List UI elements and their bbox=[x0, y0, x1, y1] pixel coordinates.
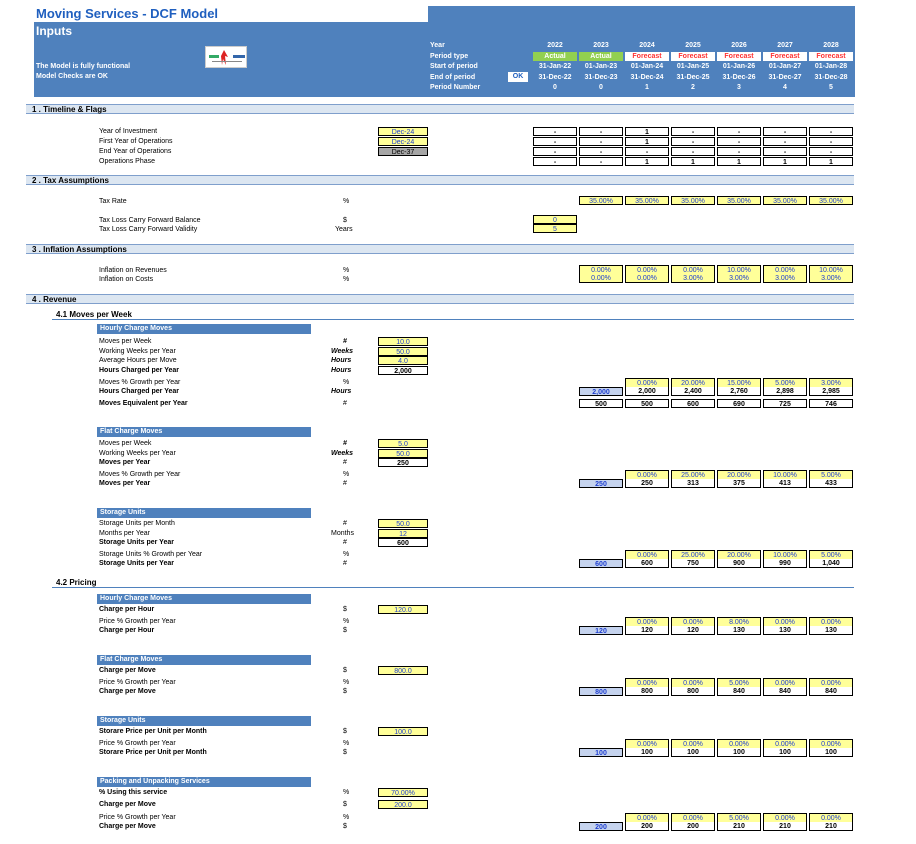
growth-input[interactable]: 25.00% bbox=[671, 550, 715, 559]
value-cell: 725 bbox=[763, 399, 807, 408]
flag-cell: - bbox=[579, 127, 623, 136]
calc-cell: 600 bbox=[378, 538, 428, 547]
inflation-cost-input[interactable]: 0.00% bbox=[579, 274, 623, 283]
inflation-rev-input[interactable]: 10.00% bbox=[717, 265, 761, 274]
input-cell[interactable]: 120.0 bbox=[378, 605, 428, 614]
row-unit: $ bbox=[343, 749, 347, 756]
row-unit: % bbox=[343, 740, 350, 747]
value-cell: 2,985 bbox=[809, 387, 853, 396]
value-cell: 210 bbox=[809, 822, 853, 831]
row-label: Months per Year bbox=[99, 529, 150, 537]
value-cell: 746 bbox=[809, 399, 853, 408]
row-unit: % bbox=[343, 789, 350, 796]
timeline-label: Period Number bbox=[430, 84, 481, 91]
timeline-num: 2 bbox=[691, 84, 695, 91]
growth-input[interactable]: 0.00% bbox=[809, 678, 853, 687]
block-header: Flat Charge Moves bbox=[97, 427, 311, 437]
value-cell: 800 bbox=[625, 687, 669, 696]
timeline-label: Start of period bbox=[430, 63, 478, 70]
value-cell: 750 bbox=[671, 559, 715, 568]
base-cell: 250 bbox=[579, 479, 623, 488]
value-cell: 900 bbox=[717, 559, 761, 568]
timeline-year: 2027 bbox=[777, 42, 793, 49]
row-unit: # bbox=[343, 338, 347, 345]
row-unit: % bbox=[343, 471, 350, 478]
growth-input[interactable]: 0.00% bbox=[671, 813, 715, 822]
growth-input[interactable]: 8.00% bbox=[717, 617, 761, 626]
timeline-start: 01-Jan-27 bbox=[768, 63, 802, 70]
row-label: Storage Units per Year bbox=[99, 539, 174, 546]
tlcf-input[interactable]: 0 bbox=[533, 215, 577, 224]
timeline-year: 2023 bbox=[593, 42, 609, 49]
flag-cell: - bbox=[533, 137, 577, 146]
growth-input[interactable]: 5.00% bbox=[763, 378, 807, 387]
timeline-num: 4 bbox=[783, 84, 787, 91]
flag-cell: - bbox=[671, 147, 715, 156]
row-unit: % bbox=[343, 618, 350, 625]
row-unit: $ bbox=[343, 728, 347, 735]
input-cell[interactable]: 50.0 bbox=[378, 519, 428, 528]
inflation-cost-input[interactable]: 3.00% bbox=[717, 274, 761, 283]
row-unit: # bbox=[343, 520, 347, 527]
input-cell[interactable]: 12 bbox=[378, 529, 428, 538]
timeline-end: 31-Dec-27 bbox=[768, 73, 802, 81]
growth-input[interactable]: 0.00% bbox=[625, 617, 669, 626]
row-label: Moves per Year bbox=[99, 459, 151, 466]
flag-cell: - bbox=[763, 137, 807, 146]
flag-cell: - bbox=[763, 127, 807, 136]
flag-cell: - bbox=[579, 137, 623, 146]
growth-input[interactable]: 0.00% bbox=[671, 739, 715, 748]
input-cell[interactable]: 70.00% bbox=[378, 788, 428, 797]
value-cell: 210 bbox=[717, 822, 761, 831]
timeline-end: 31-Dec-25 bbox=[676, 73, 710, 81]
page-subtitle: Inputs bbox=[36, 24, 72, 38]
row-unit: Hours bbox=[331, 388, 352, 395]
row-unit: # bbox=[343, 560, 347, 567]
section-title: 4 . Revenue bbox=[32, 295, 77, 304]
row-label: Moves % Growth per Year bbox=[99, 471, 181, 478]
section-title: 1 . Timeline & Flags bbox=[32, 105, 107, 114]
row-label: Charge per Hour bbox=[99, 606, 155, 613]
flag-cell: 1 bbox=[625, 137, 669, 146]
row-unit: $ bbox=[343, 823, 347, 830]
calc-cell: 2,000 bbox=[378, 366, 428, 375]
row-label: Working Weeks per Year bbox=[99, 449, 176, 457]
base-cell: 200 bbox=[579, 822, 623, 831]
growth-input[interactable]: 15.00% bbox=[717, 378, 761, 387]
base-cell: 500 bbox=[579, 399, 623, 408]
value-cell: 100 bbox=[625, 748, 669, 757]
flag-cell: - bbox=[763, 147, 807, 156]
row-label: Moves % Growth per Year bbox=[99, 379, 181, 386]
timeline-num: 3 bbox=[737, 84, 741, 91]
growth-input[interactable]: 0.00% bbox=[809, 617, 853, 626]
inflation-rev-label: Inflation on Revenues bbox=[99, 267, 167, 274]
sub-moves-bar bbox=[52, 310, 854, 320]
value-cell: 200 bbox=[625, 822, 669, 831]
flag-cell: - bbox=[579, 157, 623, 166]
growth-input[interactable]: 0.00% bbox=[625, 550, 669, 559]
inflation-cost-input[interactable]: 3.00% bbox=[809, 274, 853, 283]
growth-input[interactable]: 5.00% bbox=[717, 678, 761, 687]
value-cell: 100 bbox=[763, 748, 807, 757]
tlcf-label: Tax Loss Carry Forward Balance bbox=[99, 217, 201, 224]
value-cell: 500 bbox=[625, 399, 669, 408]
growth-input[interactable]: 10.00% bbox=[763, 550, 807, 559]
value-cell: 100 bbox=[671, 748, 715, 757]
flag-cell: - bbox=[625, 147, 669, 156]
timeline-num: 0 bbox=[599, 84, 603, 91]
timeline-type: Actual bbox=[579, 52, 623, 61]
input-cell[interactable]: 100.0 bbox=[378, 727, 428, 736]
tax-rate-input[interactable]: 35.00% bbox=[717, 196, 761, 205]
calc-cell: 250 bbox=[378, 458, 428, 467]
logo-icon bbox=[206, 47, 248, 69]
inflation-rev-input[interactable]: 0.00% bbox=[763, 265, 807, 274]
inflation-cost-input[interactable]: 3.00% bbox=[671, 274, 715, 283]
flag-cell: 1 bbox=[625, 157, 669, 166]
timeline-type: Forecast bbox=[671, 52, 715, 61]
growth-input[interactable]: 0.00% bbox=[763, 678, 807, 687]
value-cell: 800 bbox=[671, 687, 715, 696]
tlv-label: Tax Loss Carry Forward Validity bbox=[99, 226, 198, 233]
flag-row-label: End Year of Operations bbox=[99, 148, 172, 155]
row-label: Price % Growth per Year bbox=[99, 679, 176, 686]
flag-cell: - bbox=[671, 137, 715, 146]
row-label: Storage Units per Month bbox=[99, 520, 175, 527]
growth-input[interactable]: 20.00% bbox=[671, 378, 715, 387]
flag-cell: - bbox=[717, 147, 761, 156]
flag-input[interactable]: Dec-24 bbox=[378, 137, 428, 146]
timeline-num: 1 bbox=[645, 84, 649, 91]
flag-cell: 1 bbox=[809, 157, 853, 166]
flag-cell: - bbox=[579, 147, 623, 156]
row-unit: Weeks bbox=[331, 347, 354, 355]
header-band-right bbox=[428, 6, 855, 22]
timeline-type: Forecast bbox=[763, 52, 807, 61]
row-label: Storare Price per Unit per Month bbox=[99, 749, 207, 756]
flag-cell: 1 bbox=[625, 127, 669, 136]
row-label: Storage Units per Year bbox=[99, 560, 174, 567]
value-cell: 100 bbox=[717, 748, 761, 757]
company-logo bbox=[205, 46, 247, 68]
timeline-start: 31-Jan-22 bbox=[538, 63, 572, 70]
value-cell: 200 bbox=[671, 822, 715, 831]
flag-cell: 1 bbox=[717, 157, 761, 166]
timeline-end: 31-Dec-26 bbox=[722, 73, 756, 81]
growth-input[interactable]: 5.00% bbox=[717, 813, 761, 822]
timeline-label: Period type bbox=[430, 52, 469, 60]
growth-input[interactable]: 0.00% bbox=[763, 813, 807, 822]
value-cell: 600 bbox=[625, 559, 669, 568]
row-label: Charge per Move bbox=[99, 688, 156, 695]
growth-input[interactable]: 0.00% bbox=[763, 739, 807, 748]
value-cell: 2,400 bbox=[671, 387, 715, 396]
row-label: Charge per Hour bbox=[99, 627, 155, 634]
section-title: 3 . Inflation Assumptions bbox=[32, 245, 127, 254]
timeline-label: End of period bbox=[430, 73, 476, 81]
inflation-cost-unit: % bbox=[343, 276, 350, 283]
row-unit: # bbox=[343, 480, 347, 487]
row-label: Moves per Week bbox=[99, 338, 152, 345]
page-title: Moving Services - DCF Model bbox=[36, 6, 219, 21]
flag-input[interactable]: Dec-24 bbox=[378, 127, 428, 136]
row-label: Moves per Year bbox=[99, 480, 151, 487]
row-unit: Hours bbox=[331, 357, 352, 364]
timeline-type: Actual bbox=[533, 52, 577, 61]
row-label: Hours Charged per Year bbox=[99, 388, 180, 395]
row-unit: % bbox=[343, 551, 350, 558]
timeline-year: 2025 bbox=[685, 42, 701, 49]
value-cell: 433 bbox=[809, 479, 853, 488]
flag-cell: - bbox=[809, 137, 853, 146]
row-unit: % bbox=[343, 814, 350, 821]
value-cell: 413 bbox=[763, 479, 807, 488]
flag-cell: 1 bbox=[763, 157, 807, 166]
inflation-cost-input[interactable]: 3.00% bbox=[763, 274, 807, 283]
row-label: Price % Growth per Year bbox=[99, 740, 176, 747]
growth-input[interactable]: 5.00% bbox=[809, 470, 853, 479]
block-header: Hourly Charge Moves bbox=[97, 594, 311, 604]
block-header: Flat Charge Moves bbox=[97, 655, 311, 665]
value-cell: 120 bbox=[671, 626, 715, 635]
value-cell: 250 bbox=[625, 479, 669, 488]
value-cell: 100 bbox=[809, 748, 853, 757]
tax-rate-input[interactable]: 35.00% bbox=[809, 196, 853, 205]
value-cell: 375 bbox=[717, 479, 761, 488]
growth-input[interactable]: 0.00% bbox=[625, 678, 669, 687]
base-cell: 100 bbox=[579, 748, 623, 757]
value-cell: 2,000 bbox=[625, 387, 669, 396]
row-label: Storare Price per Unit per Month bbox=[99, 728, 207, 735]
base-cell: 2,000 bbox=[579, 387, 623, 396]
row-unit: # bbox=[343, 400, 347, 407]
row-unit: Months bbox=[331, 529, 354, 537]
tax-rate-input[interactable]: 35.00% bbox=[671, 196, 715, 205]
section-title: 2 . Tax Assumptions bbox=[32, 176, 109, 185]
timeline-type: Forecast bbox=[717, 52, 761, 61]
input-cell[interactable]: 50.0 bbox=[378, 347, 428, 356]
flag-cell: 1 bbox=[671, 157, 715, 166]
tax-rate-input[interactable]: 35.00% bbox=[625, 196, 669, 205]
timeline-year: 2028 bbox=[823, 42, 839, 49]
timeline-start: 01-Jan-26 bbox=[722, 63, 756, 70]
row-unit: $ bbox=[343, 801, 347, 808]
inflation-rev-input[interactable]: 0.00% bbox=[579, 265, 623, 274]
input-cell[interactable]: 4.0 bbox=[378, 356, 428, 365]
row-unit: $ bbox=[343, 667, 347, 674]
timeline-type: Forecast bbox=[625, 52, 669, 61]
base-cell: 800 bbox=[579, 687, 623, 696]
tax-rate-input[interactable]: 35.00% bbox=[579, 196, 623, 205]
base-cell: 600 bbox=[579, 559, 623, 568]
timeline-end: 31-Dec-23 bbox=[584, 73, 618, 81]
input-cell[interactable]: 5.0 bbox=[378, 439, 428, 448]
growth-input[interactable]: 10.00% bbox=[763, 470, 807, 479]
row-label: Price % Growth per Year bbox=[99, 814, 176, 821]
block-header: Storage Units bbox=[97, 716, 311, 726]
ok-button[interactable]: OK bbox=[508, 72, 528, 82]
row-unit: $ bbox=[343, 627, 347, 634]
growth-input[interactable]: 20.00% bbox=[717, 470, 761, 479]
input-cell[interactable]: 200.0 bbox=[378, 800, 428, 809]
row-unit: # bbox=[343, 459, 347, 466]
block-header: Packing and Unpacking Services bbox=[97, 777, 311, 787]
row-label: Charge per Move bbox=[99, 667, 156, 674]
sub-pricing-title: 4.2 Pricing bbox=[56, 578, 97, 587]
value-cell: 210 bbox=[763, 822, 807, 831]
input-cell[interactable]: 800.0 bbox=[378, 666, 428, 675]
input-cell[interactable]: 10.0 bbox=[378, 337, 428, 346]
tlcf-unit: $ bbox=[343, 217, 347, 224]
growth-input[interactable]: 20.00% bbox=[717, 550, 761, 559]
row-label: Average Hours per Move bbox=[99, 357, 177, 364]
flag-row-label: Operations Phase bbox=[99, 158, 156, 165]
sub-moves-title: 4.1 Moves per Week bbox=[56, 310, 132, 319]
timeline-num: 0 bbox=[553, 84, 557, 91]
timeline-start: 01-Jan-23 bbox=[584, 63, 618, 70]
inflation-rev-unit: % bbox=[343, 267, 350, 274]
growth-input[interactable]: 0.00% bbox=[809, 813, 853, 822]
row-unit: % bbox=[343, 379, 350, 386]
flag-row-label: Year of Investment bbox=[99, 128, 158, 135]
tax-rate-label: Tax Rate bbox=[99, 198, 127, 205]
flag-cell: - bbox=[533, 157, 577, 166]
value-cell: 2,760 bbox=[717, 387, 761, 396]
growth-input[interactable]: 0.00% bbox=[671, 678, 715, 687]
value-cell: 1,040 bbox=[809, 559, 853, 568]
row-unit: Hours bbox=[331, 367, 352, 374]
timeline-year: 2024 bbox=[639, 42, 655, 49]
section-timeline-flags bbox=[26, 104, 854, 114]
row-label: Charge per Move bbox=[99, 801, 156, 808]
row-label: Storage Units % Growth per Year bbox=[99, 551, 203, 558]
growth-input[interactable]: 3.00% bbox=[809, 378, 853, 387]
row-label: Price % Growth per Year bbox=[99, 618, 176, 625]
value-cell: 600 bbox=[671, 399, 715, 408]
value-cell: 690 bbox=[717, 399, 761, 408]
timeline-year: 2026 bbox=[731, 42, 747, 49]
inflation-rev-input[interactable]: 0.00% bbox=[625, 265, 669, 274]
flag-cell: - bbox=[717, 127, 761, 136]
flag-cell: - bbox=[809, 127, 853, 136]
value-cell: 130 bbox=[763, 626, 807, 635]
tax-rate-input[interactable]: 35.00% bbox=[763, 196, 807, 205]
block-header: Hourly Charge Moves bbox=[97, 324, 311, 334]
value-cell: 2,898 bbox=[763, 387, 807, 396]
timeline-start: 01-Jan-24 bbox=[630, 63, 664, 70]
growth-input[interactable]: 0.00% bbox=[809, 739, 853, 748]
timeline-label: Year bbox=[430, 42, 445, 49]
section-revenue bbox=[26, 294, 854, 304]
growth-input[interactable]: 0.00% bbox=[625, 813, 669, 822]
flag-cell: - bbox=[717, 137, 761, 146]
timeline-year: 2022 bbox=[547, 42, 563, 49]
flag-cell: - bbox=[533, 127, 577, 136]
growth-input[interactable]: 0.00% bbox=[763, 617, 807, 626]
value-cell: 313 bbox=[671, 479, 715, 488]
growth-input[interactable]: 0.00% bbox=[625, 739, 669, 748]
flag-cell: - bbox=[671, 127, 715, 136]
section-tax bbox=[26, 175, 854, 185]
growth-input[interactable]: 0.00% bbox=[625, 470, 669, 479]
growth-input[interactable]: 0.00% bbox=[671, 617, 715, 626]
inflation-rev-input[interactable]: 10.00% bbox=[809, 265, 853, 274]
value-cell: 130 bbox=[809, 626, 853, 635]
model-checks: Model Checks are OK bbox=[36, 73, 108, 80]
timeline-end: 31-Dec-22 bbox=[538, 73, 572, 81]
row-label: Moves Equivalent per Year bbox=[99, 400, 188, 407]
value-cell: 120 bbox=[625, 626, 669, 635]
timeline-end: 31-Dec-24 bbox=[630, 73, 664, 81]
row-label: Hours Charged per Year bbox=[99, 367, 180, 374]
model-status: The Model is fully functional bbox=[36, 63, 131, 70]
growth-input[interactable]: 25.00% bbox=[671, 470, 715, 479]
row-label: Charge per Move bbox=[99, 823, 156, 830]
base-cell: 120 bbox=[579, 626, 623, 635]
value-cell: 840 bbox=[717, 687, 761, 696]
flag-cell: - bbox=[533, 147, 577, 156]
tlv-input[interactable]: 5 bbox=[533, 224, 577, 233]
tax-rate-unit: % bbox=[343, 198, 350, 205]
flag-cell: - bbox=[809, 147, 853, 156]
inflation-cost-input[interactable]: 0.00% bbox=[625, 274, 669, 283]
inflation-rev-input[interactable]: 0.00% bbox=[671, 265, 715, 274]
timeline-type: Forecast bbox=[809, 52, 853, 61]
growth-input[interactable]: 5.00% bbox=[809, 550, 853, 559]
tlv-unit: Years bbox=[335, 226, 353, 233]
row-unit: $ bbox=[343, 688, 347, 695]
sub-pricing-bar bbox=[52, 578, 854, 588]
row-unit: $ bbox=[343, 606, 347, 613]
timeline-start: 01-Jan-28 bbox=[814, 63, 848, 70]
value-cell: 840 bbox=[809, 687, 853, 696]
row-unit: # bbox=[343, 440, 347, 447]
growth-input[interactable]: 0.00% bbox=[717, 739, 761, 748]
row-label: Moves per Week bbox=[99, 440, 152, 447]
row-unit: % bbox=[343, 679, 350, 686]
flag-row-label: First Year of Operations bbox=[99, 138, 173, 145]
inflation-cost-label: Inflation on Costs bbox=[99, 276, 154, 283]
value-cell: 990 bbox=[763, 559, 807, 568]
timeline-start: 01-Jan-25 bbox=[676, 63, 710, 70]
row-label: % Using this service bbox=[99, 789, 168, 796]
flag-input[interactable]: Dec-37 bbox=[378, 147, 428, 156]
timeline-num: 5 bbox=[829, 84, 833, 91]
row-unit: Weeks bbox=[331, 449, 354, 457]
input-cell[interactable]: 50.0 bbox=[378, 449, 428, 458]
row-label: Working Weeks per Year bbox=[99, 347, 176, 355]
row-unit: # bbox=[343, 539, 347, 546]
value-cell: 840 bbox=[763, 687, 807, 696]
timeline-end: 31-Dec-28 bbox=[814, 73, 848, 81]
section-inflation bbox=[26, 244, 854, 254]
growth-input[interactable]: 0.00% bbox=[625, 378, 669, 387]
block-header: Storage Units bbox=[97, 508, 311, 518]
value-cell: 130 bbox=[717, 626, 761, 635]
